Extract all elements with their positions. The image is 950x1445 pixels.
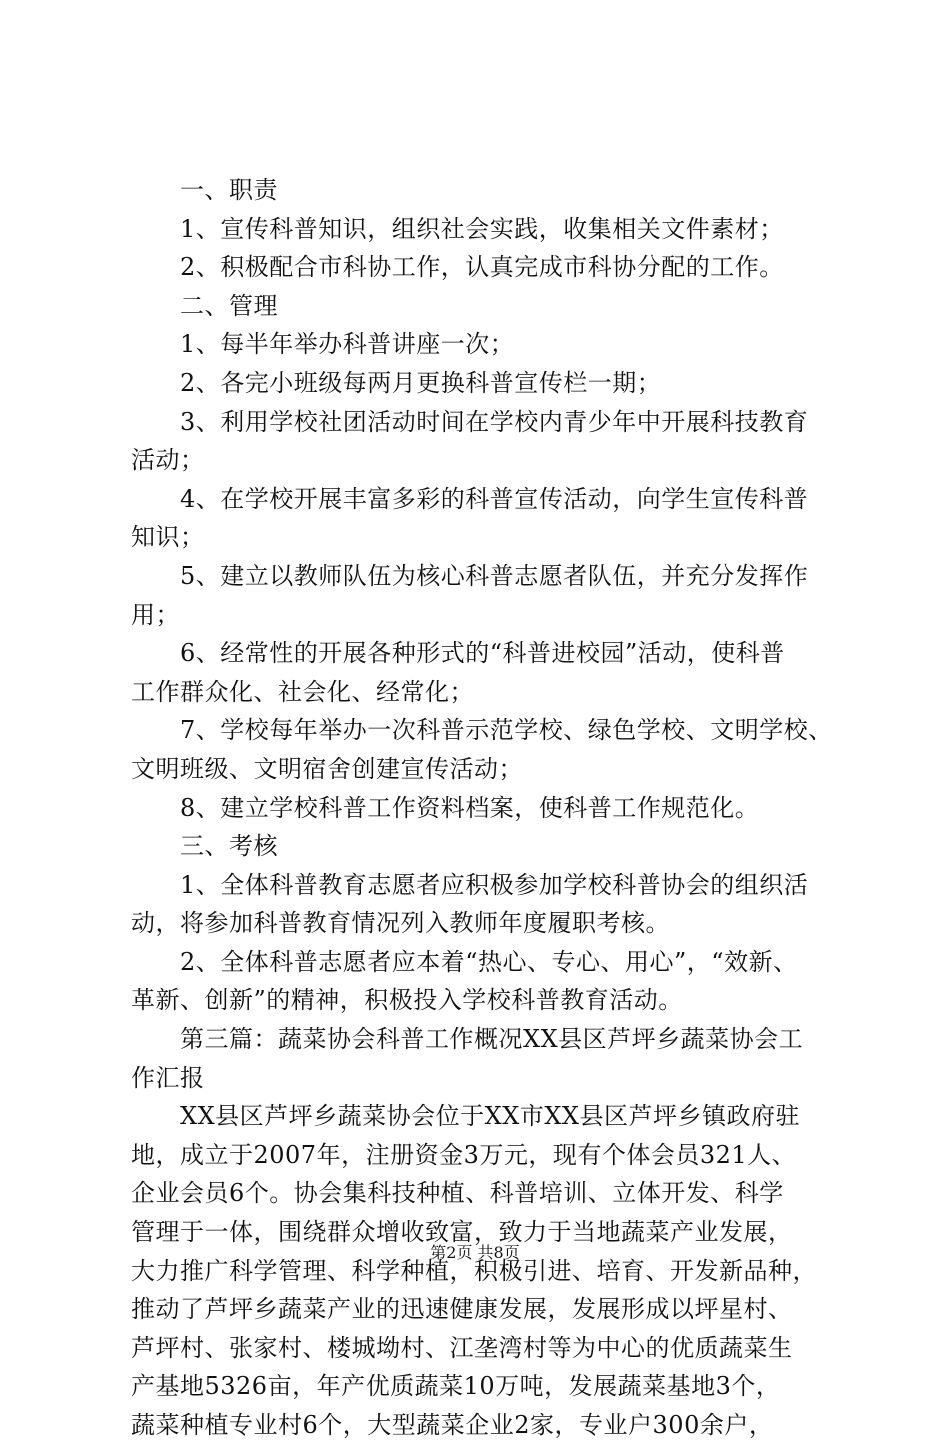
text-line: 产基地5326亩，年产优质蔬菜10万吨，发展蔬菜基地3个， — [131, 1372, 781, 1401]
text-line: XX县区芦坪乡蔬菜协会位于XX市XX县区芦坪乡镇政府驻 — [131, 1102, 801, 1131]
text-line: 7、学校每年举办一次科普示范学校、绿色学校、文明学校、 — [131, 716, 833, 745]
text-line: 革新、创新”的精神，积极投入学校科普教育活动。 — [131, 986, 683, 1015]
text-line: 用； — [131, 600, 180, 629]
text-line: 一、职责 — [131, 176, 278, 204]
text-line: 作汇报 — [131, 1063, 205, 1092]
text-line: 地，成立于2007年，注册资金3万元，现有个体会员321人、 — [131, 1140, 797, 1169]
text-line: 1、全体科普教育志愿者应积极参加学校科普协会的组织活 — [131, 870, 809, 899]
text-line: 5、建立以教师队伍为核心科普志愿者队伍，并充分发挥作 — [131, 561, 809, 590]
text-line: 第三篇：蔬菜协会科普工作概况XX县区芦坪乡蔬菜协会工 — [131, 1025, 804, 1054]
text-line: 2、积极配合市科协工作，认真完成市科协分配的工作。 — [131, 253, 784, 282]
text-line: 活动； — [131, 446, 205, 475]
text-line: 2、全体科普志愿者应本着“热心、专心、用心”，“效新、 — [131, 947, 798, 976]
text-line: 企业会员6个。协会集科技种植、科普培训、立体开发、科学 — [131, 1179, 784, 1208]
text-line: 动，将参加科普教育情况列入教师年度履职考核。 — [131, 909, 670, 938]
text-line: 1、宣传科普知识，组织社会实践，收集相关文件素材； — [131, 214, 784, 243]
text-line: 芦坪村、张家村、楼城坳村、江垄湾村等为中心的优质蔬菜生 — [131, 1333, 793, 1362]
text-line: 4、在学校开展丰富多彩的科普宣传活动，向学生宣传科普 — [131, 484, 809, 513]
text-line: 1、每半年举办科普讲座一次； — [131, 330, 515, 359]
text-line: 大力推广科学管理、科学种植，积极引进、培育、开发新品种， — [131, 1256, 817, 1285]
text-line: 6、经常性的开展各种形式的“科普进校园”活动，使科普 — [131, 639, 785, 668]
page-number: 第2页 共8页 — [430, 1243, 520, 1262]
text-line: 文明班级、文明宿舍创建宣传活动； — [131, 754, 523, 783]
text-line: 工作群众化、社会化、经常化； — [131, 677, 474, 706]
text-line: 二、管理 — [131, 291, 278, 320]
page-footer — [0, 1242, 950, 1264]
text-line: 管理于一体，围绕群众增收致富，致力于当地蔬菜产业发展， — [131, 1218, 793, 1247]
text-line: 蔬菜种植专业村6个，大型蔬菜企业2家，专业户300余户， — [131, 1411, 774, 1439]
text-line: 2、各完小班级每两月更换科普宣传栏一期； — [131, 368, 662, 397]
text-line: 知识； — [131, 523, 205, 552]
text-line: 8、建立学校科普工作资料档案，使科普工作规范化。 — [131, 793, 760, 822]
text-line: 3、利用学校社团活动时间在学校内青少年中开展科技教育 — [131, 407, 809, 436]
text-line: 三、考核 — [131, 832, 278, 861]
text-line: 推动了芦坪乡蔬菜产业的迅速健康发展，发展形成以坪星村、 — [131, 1295, 793, 1324]
